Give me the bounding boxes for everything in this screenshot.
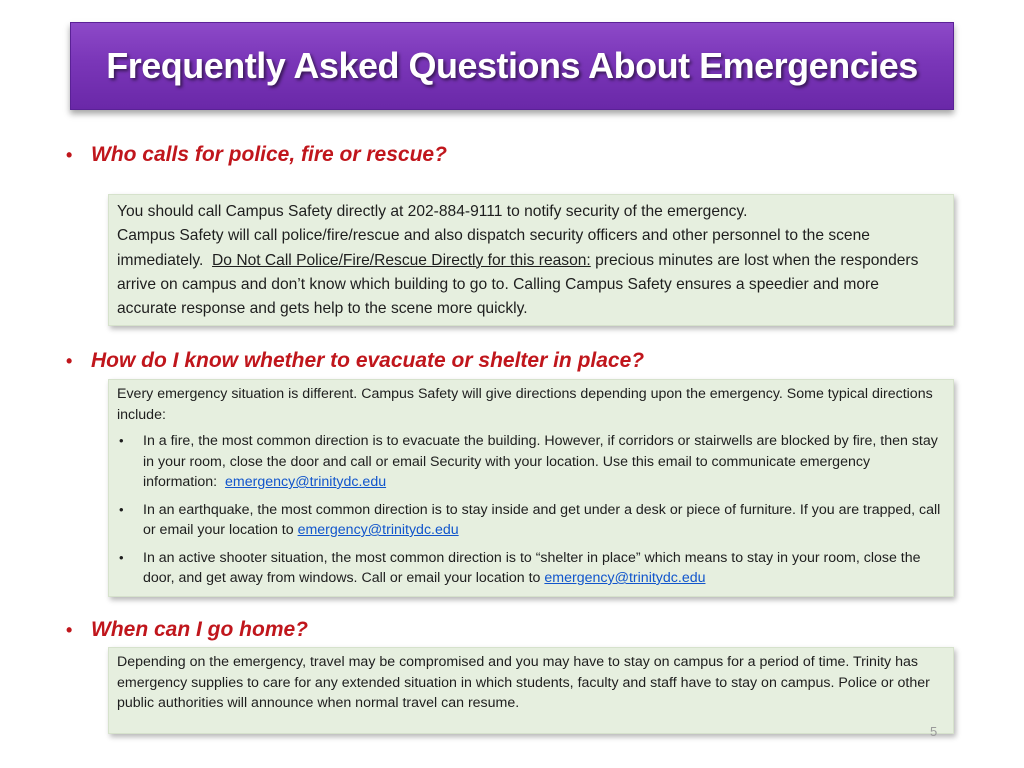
answer-text: precious minutes are lost when the responders arrive on campus and don’t know which building to go to. Calling Campus Safety ensures a speedier and more accurate response and gets help to the scene more quickly. <box>117 251 919 318</box>
answer-box-go-home <box>108 647 954 734</box>
faq-question-evacuate-shelter <box>66 349 644 373</box>
email-link[interactable]: emergency@trinitydc.edu <box>297 522 459 538</box>
bullet-icon: • <box>119 549 124 565</box>
question-text: When can I go home? <box>91 618 309 641</box>
list-item-active-shooter <box>117 548 943 589</box>
answer-box-evacuate-shelter <box>108 379 954 597</box>
faq-question-go-home <box>66 618 308 642</box>
item-text: In a fire, the most common direction is to evacuate the building. However, if corridors or stairwells are blocked by fire, then stay in your room, close the door and call or email Security with your location. Use this email to communicate emergency information: <box>143 433 938 490</box>
page-number: 5 <box>930 724 938 739</box>
email-link[interactable]: emergency@trinitydc.edu <box>225 474 387 490</box>
item-text: In an earthquake, the most common direction is to stay inside and get under a desk or piece of furniture. If you are trapped, call or email your location to <box>143 501 941 538</box>
bullet-icon: • <box>119 501 124 517</box>
answer-text: Campus Safety will call police/fire/rescue and also dispatch security officers and other personnel to the scene immediately. <box>117 227 870 269</box>
page-title: Frequently Asked Questions About Emergencies <box>106 45 918 86</box>
answer-box-police-fire-rescue <box>108 194 954 326</box>
direction-list <box>117 431 943 589</box>
faq-question-police-fire-rescue <box>66 143 447 167</box>
question-text: How do I know whether to evacuate or shelter in place? <box>91 349 645 372</box>
answer-line: You should call Campus Safety directly at 202-884-9111 to notify security of the emergency. <box>117 203 748 220</box>
list-item-fire <box>117 431 943 493</box>
answer-text: Depending on the emergency, travel may be compromised and you may have to stay on campus for a period of time. Trinity has emergency supplies to care for any extended situation in which students, faculty and staff have to stay on campus. Police or other public authorities will announce when normal travel can resume. <box>117 654 930 711</box>
question-text: Who calls for police, fire or rescue? <box>91 143 447 166</box>
answer-paragraph <box>117 224 943 321</box>
email-link[interactable]: emergency@trinitydc.edu <box>544 570 706 586</box>
bullet-icon: • <box>119 433 124 448</box>
title-banner <box>70 22 954 110</box>
answer-underlined-warning: Do Not Call Police/Fire/Rescue Directly for this reason: <box>212 251 591 269</box>
answer-intro: Every emergency situation is different. Campus Safety will give directions depending upon the emergency. Some typical directions include: <box>117 386 933 423</box>
bullet-icon: • <box>66 351 73 371</box>
list-item-earthquake <box>117 500 943 541</box>
bullet-icon: • <box>66 620 73 640</box>
bullet-icon: • <box>66 145 73 165</box>
item-text: In an active shooter situation, the most common direction is to “shelter in place” which means to stay in your room, close the door, and get away from windows. Call or email your location to <box>143 549 921 586</box>
